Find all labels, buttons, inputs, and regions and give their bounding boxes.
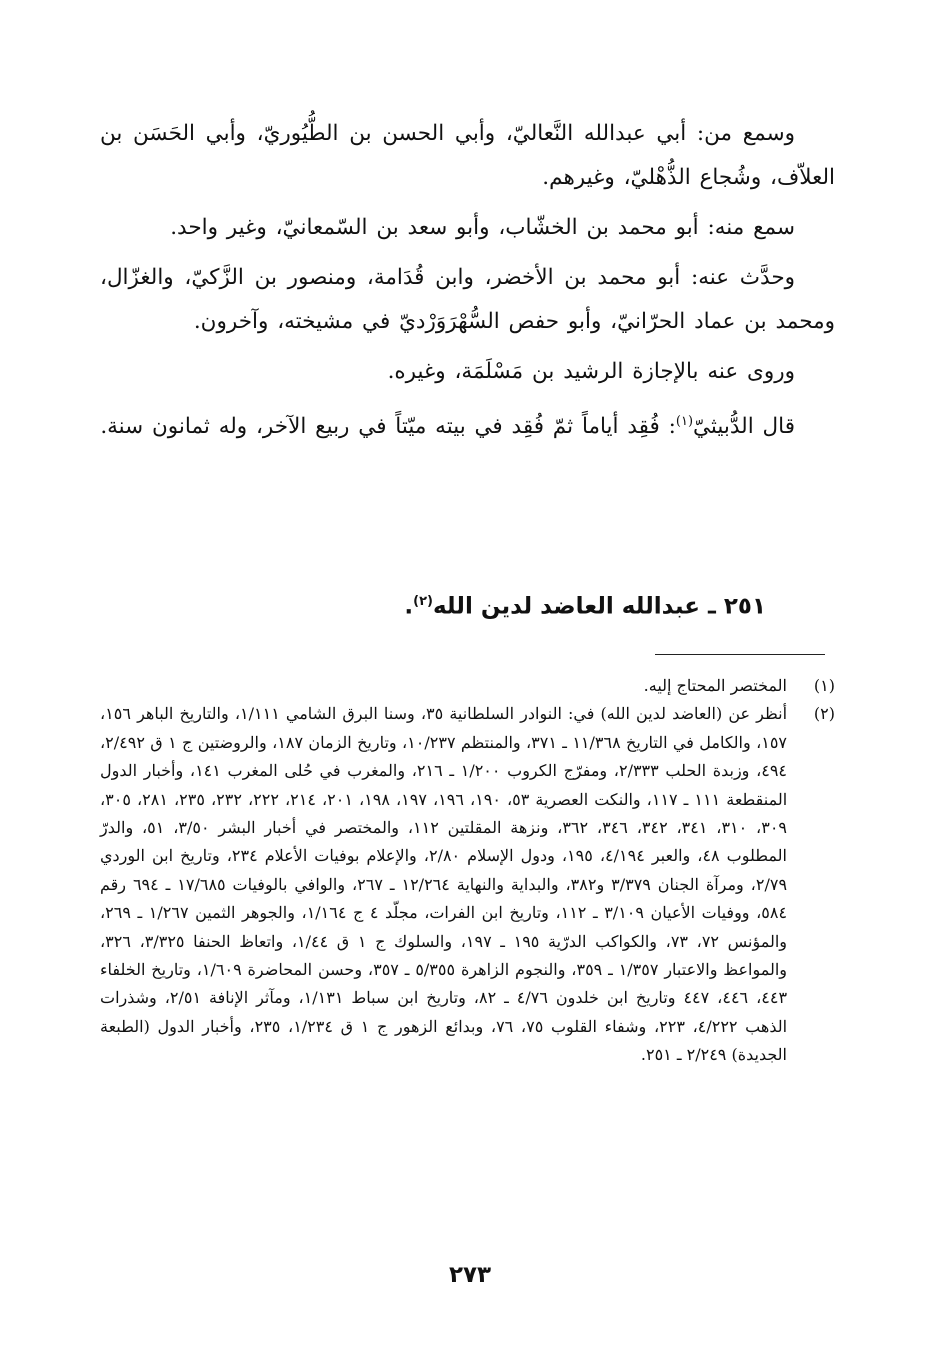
footnote-1 (100, 672, 835, 700)
page-number: ٢٧٣ (448, 1262, 492, 1288)
paragraph-heard-from: وسمع من: أبي عبدالله النَّعاليّ، وأبي الحسن بن الطُّيُوريّ، وأبي الحَسَن بن العلاّف، وشُجاع الذُّهْليّ، وغيرهم. (100, 121, 835, 190)
quote-text: : فُقِد أياماً ثمّ فُقِد في بيته ميّتاً في ربيع الآخر، وله ثمانون سنة. (100, 414, 676, 440)
footnote-divider (655, 654, 825, 655)
paragraph-narrated-by: وحدَّث عنه: أبو محمد بن الأخضر، وابن قُدَامة، ومنصور بن الزَّكيّ، والغزّال، ومحمد بن عماد الحرّانيّ، وأبو حفص السُّهْرَوَرْديّ في مشيخته، وآخرون. (100, 265, 835, 334)
entry-tail: . (404, 593, 414, 620)
paragraph-heard-by: سمع منه: أبو محمد بن الخشّاب، وأبو سعد بن السّمعانيّ، وغير واحد. (170, 215, 795, 240)
paragraph-quote (100, 400, 835, 449)
footnotes (100, 672, 835, 1070)
main-text (100, 112, 835, 455)
footnote-number: (١) (813, 676, 835, 695)
quote-prefix: قال الدُّبيثيّ (693, 414, 795, 440)
entry-title: ٢٥١ ـ عبدالله العاضد لدين الله (432, 593, 766, 620)
footnote-ref-1: (١) (675, 414, 694, 429)
paragraph-licence: وروى عنه بالإجازة الرشيد بن مَسْلَمَة، وغيره. (387, 359, 795, 384)
footnote-text: أنظر عن (العاضد لدين الله) في: النوادر السلطانية ٣٥، وسنا البرق الشامي ١/١١١، والتاريخ الباهر ١٥٦، ١٥٧، والكامل في التاريخ ١١/٣٦٨ ـ ٣٧١، والمنتظم ١٠/٢٣٧، وتاريخ الزمان ١٨٧، والروضتين ج ١ ق ٢/٤٩٢، ٤٩٤، وزبدة الحلب ٢/٣٣٣، ومفرّج الكروب ١/٢٠٠ ـ ٢١٦، والمغرب في حُلى المغرب ١٤١، وأخبار الدول المنقطعة ١١١ ـ ١١٧، والنكت العصرية ٥٣، ١٩٠، ١٩٦، ١٩٧، ١٩٨، ٢٠١، ٢١٤، ٢٢٢، ٢٣٢، ٢٣٥، ٢٨١، ٣٠٥، ٣٠٩، ٣١٠، ٣٤١، ٣٤٢، ٣٤٦، ٣٦٢، ونزهة المقلتين ١١٢، والمختصر في أخبار البشر ٣/٥٠، ٥١، والدرّ المطلوب ٤٨، والعبر ٤/١٩٤، ١٩٥، ودول الإسلام ٢/٨٠، والإعلام بوفيات الأعلام ٢٣٤، وتاريخ ابن الوردي ٢/٧٩، ومرآة الجنان ٣/٣٧٩ و٣٨٢، والبداية والنهاية ١٢/٢٦٤ ـ ٢٦٧، والوافي بالوفيات ١٧/٦٨٥ ـ ٦٩٤ رقم ٥٨٤، ووفيات الأعيان ٣/١٠٩ ـ ١١٢، وتاريخ ابن الفرات، مجلّد ٤ ج ١/١٦٤، والجوهر الثمين ١/٢٦٧ ـ ٢٦٩، والمؤنس ٧٢، ٧٣، والكواكب الدرّية ١٩٥ ـ ١٩٧، والسلوك ج ١ ق ١/٤٤، واتعاظ الحنفا ٣/٣٢٥، ٣٢٦، والمواعظ والاعتبار ١/٣٥٧ ـ ٣٥٩، والنجوم الزاهرة ٥/٣٥٥ ـ ٣٥٧، وحسن المحاضرة ١/٦٠٩، وتاريخ الخلفاء ٤٤٣، ٤٤٦، ٤٤٧ وتاريخ ابن خلدون ٤/٧٦ ـ ٨٢، وتاريخ ابن سباط ١/١٣١، ومآثر الإنافة ٢/٥١، وشذرات الذهب ٤/٢٢٢، ٢٢٣، وشفاء القلوب ٧٥، ٧٦، وبدائع الزهور ج ١ ق ١/٢٣٤، ٢٣٥، وأخبار الدول (الطبعة الجديدة) ٢/٢٤٩ ـ ٢٥١. (100, 704, 788, 1065)
footnote-number: (٢) (813, 704, 835, 724)
footnote-text: المختصر المحتاج إليه. (643, 676, 787, 695)
footnote-2 (100, 700, 835, 1069)
footnote-ref-2: (٢) (413, 594, 433, 609)
entry-heading (100, 580, 766, 629)
